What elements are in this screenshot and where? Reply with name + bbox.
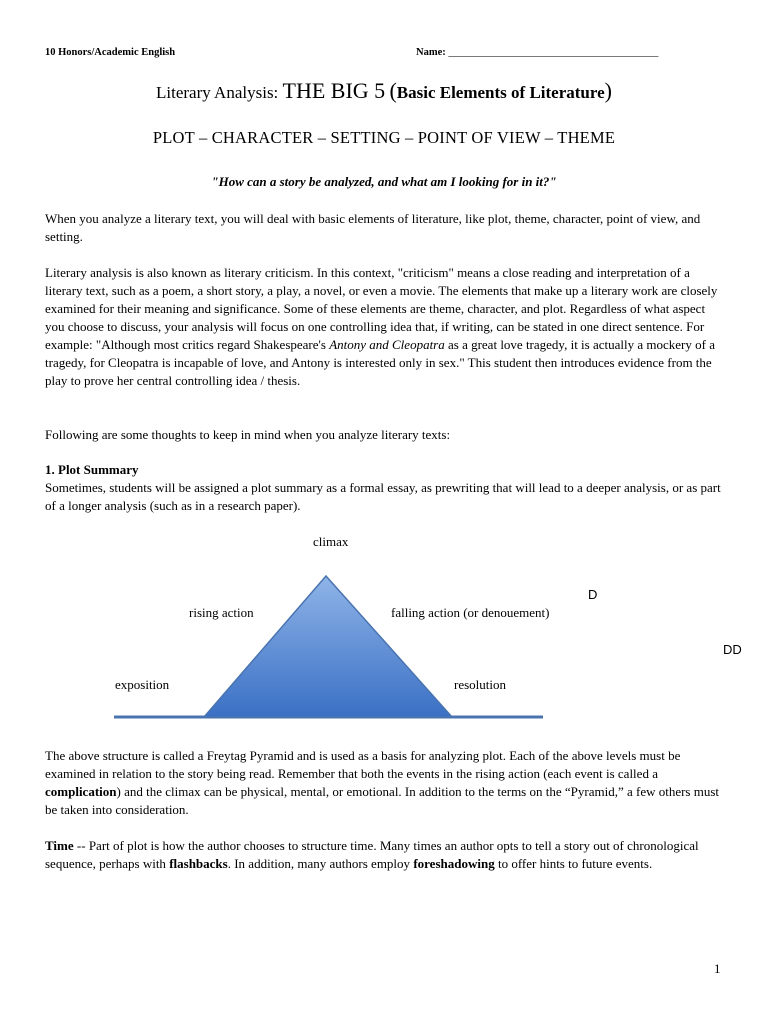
section-heading-plot-summary: 1. Plot Summary [45,462,139,477]
term-time: Time [45,838,74,853]
page-number: 1 [714,961,721,976]
term-flashbacks: flashbacks [169,856,228,871]
title-part-big5: THE BIG 5 [282,78,386,103]
stray-mark-d: D [588,587,598,602]
freytag-text-1: The above structure is called a Freytag Pyramid and is used as a basis for analyzing plot. Each of the above levels must be examined in relation to the story being read. Remember that both the events in the rising action (each event is called a [45,748,681,781]
course-label: 10 Honors/Academic English [45,47,176,58]
freytag-paragraph [45,747,725,819]
stray-mark-dd: DD [723,642,742,657]
time-text-1: -- Part of plot is how the author chooses to structure time. Many times an author opts to tell a story out of chronological sequence, perhaps with [45,838,699,871]
freytag-text-2: ) and the climax can be physical, mental, or emotional. In addition to the terms on the “Pyramid,” a few others must be taken into consideration. [45,784,720,817]
label-rising-action: rising action [189,605,254,620]
pyramid-shape [204,576,452,717]
title-paren-close: ) [604,78,612,103]
term-complication: complication [45,784,117,799]
title-paren-open: ( [389,78,397,103]
analysis-paragraph [45,264,725,390]
analysis-text-1: Literary analysis is also known as literary criticism. In this context, "criticism" means a close reading and interpretation of a literary text, such as a poem, a short story, a play, a novel, or even a movie. The elements that make up a literary work are closely examined for their meaning and significance. Some of these elements are theme, character, and plot. Regardless of what aspect you choose to discuss, your analysis will focus on one controlling idea that, if writing, can be stated in one direct sentence. For example: "Although most critics regard Shakespeare's [45,265,718,352]
intro-paragraph: When you analyze a literary text, you will deal with basic elements of literature, like plot, theme, character, point of view, and setting. [45,211,701,244]
elements-subtitle: PLOT – CHARACTER – SETTING – POINT OF VIEW – THEME [152,128,616,147]
title-part-elements: Basic Elements of Literature [396,83,605,102]
page-title [0,78,768,104]
plot-summary-paragraph: Sometimes, students will be assigned a plot summary as a formal essay, as prewriting that will lead to a deeper analysis, or as part of a longer analysis (such as in a research paper). [45,480,721,513]
play-title: Antony and Cleopatra [329,337,445,352]
title-part-analysis: Literary Analysis: [156,83,279,102]
freytag-pyramid-diagram [0,520,768,740]
time-text-2: . In addition, many authors employ [227,856,414,871]
time-text-3: to offer hints to future events. [494,856,653,871]
name-field [416,47,658,58]
guiding-question: "How can a story be analyzed, and what am I looking for in it?" [211,174,557,189]
label-climax: climax [313,534,349,549]
term-foreshadowing: foreshadowing [413,856,495,871]
following-paragraph: Following are some thoughts to keep in mind when you analyze literary texts: [45,427,451,442]
label-resolution: resolution [454,677,506,692]
label-falling-action: falling action (or denouement) [391,605,550,620]
name-label: Name: [416,47,446,58]
label-exposition: exposition [115,677,170,692]
time-paragraph [45,837,725,873]
name-blank: ________________________________________ [448,47,659,58]
analysis-text-2: as a great love tragedy, it is actually a mockery of a tragedy, for Cleopatra is incapable of love, and Antony is interested only in sex." This student then introduces evidence from the play to prove her central controlling idea / thesis. [45,337,715,388]
